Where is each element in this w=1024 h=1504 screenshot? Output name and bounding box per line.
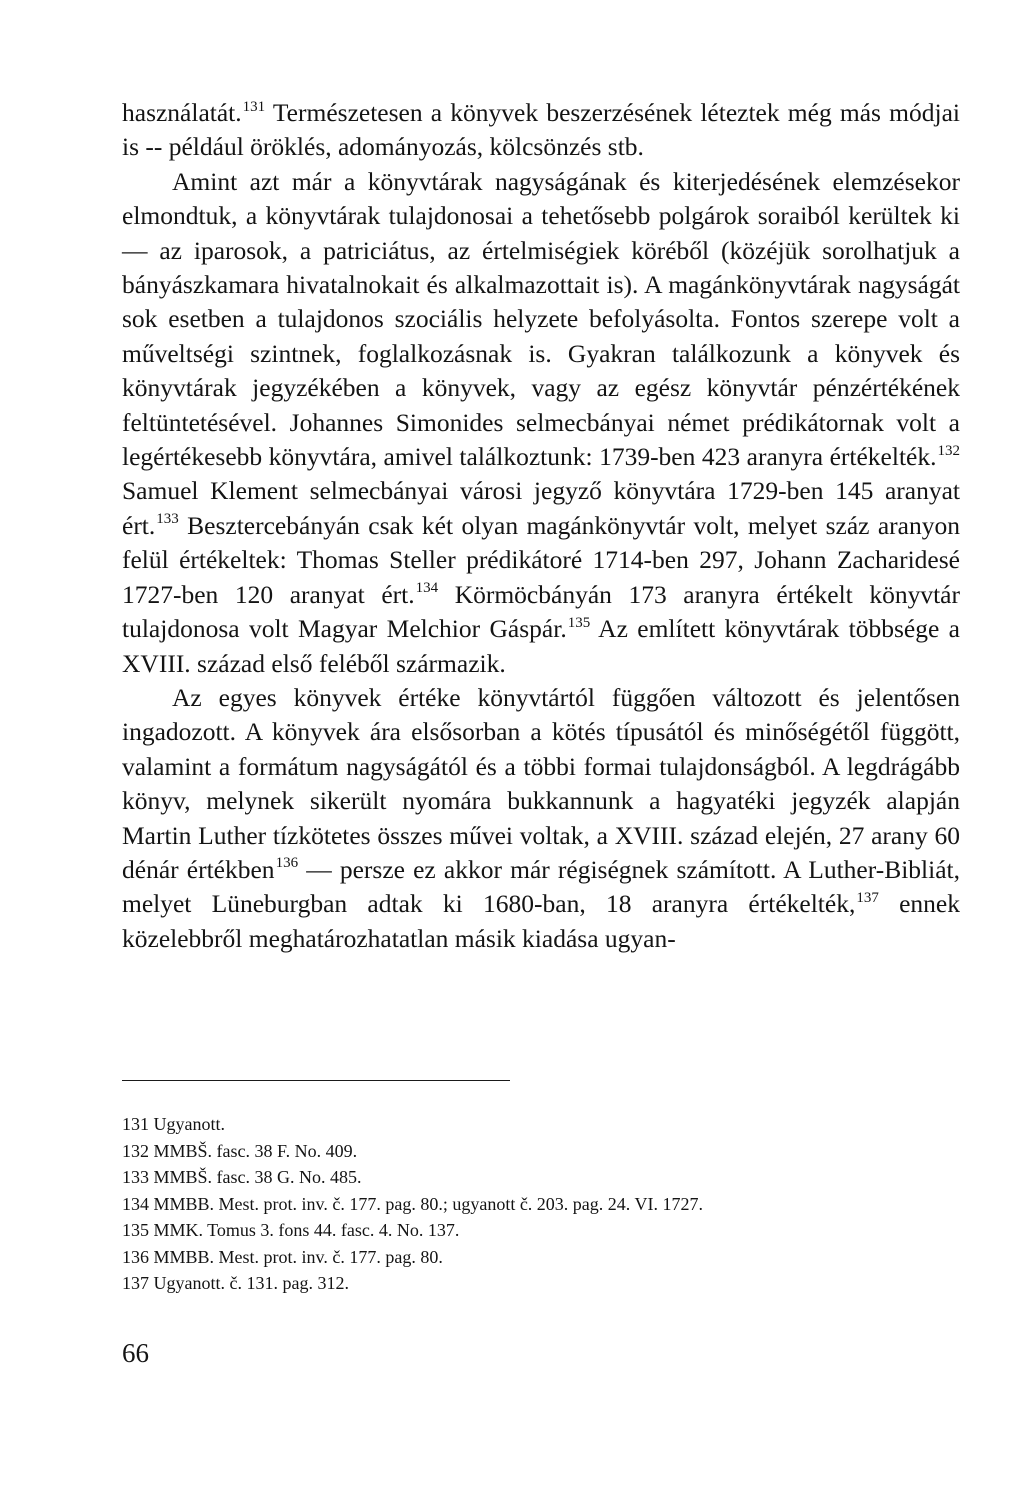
footnote-divider <box>122 1080 510 1081</box>
footnotes <box>122 1111 972 1297</box>
text-run: használatát. <box>122 98 242 127</box>
footnote-ref-131: 131 <box>242 98 266 115</box>
footnote-132: 132 MMBŠ. fasc. 38 F. No. 409. <box>122 1140 358 1161</box>
text-run: Az említett könyvtárak többsége a XVIII. század első feléből származik. <box>122 614 960 678</box>
footnote-137: 137 Ugyanott. č. 131. pag. 312. <box>122 1273 349 1293</box>
paragraph-1 <box>122 96 960 165</box>
main-text <box>122 96 960 956</box>
text-run: Amint azt már a könyvtárak nagyságának és kiterjedésének elemzésekor elmondtuk, a könyvtárak tulajdonosai a tehetősebb polgárok soraiból kerültek ki — az iparosok, a patriciátus, az értelmiségiek köréből (közéjük sorolhatjuk a bányászkamara hivatalnokait és alkalmazottait is). A magánkönyvtárak nagyságát sok esetben a tulajdonos szociális helyzete befolyásolta. Fontos szerepe volt a műveltségi szintnek, foglalkozásnak is. Gyakran találkozunk a könyvek és könyvtárak jegyzékében a könyvek, vagy az egész könyvtár pénzértékének feltüntetésével. Johannes Simonides selmecbányai német prédikátornak volt a legértékesebb könyvtára, amivel találkoztunk: 1739-ben 423 aranyra értékelték. <box>122 166 960 472</box>
footnote-133: 133 MMBŠ. fasc. 38 G. No. 485. <box>122 1167 362 1187</box>
paragraph-3 <box>122 681 960 956</box>
footnote-ref-134: 134 <box>415 580 439 597</box>
footnote-131: 131 Ugyanott. <box>122 1114 225 1134</box>
footnote-135: 135 MMK. Tomus 3. fons 44. fasc. 4. No. 137. <box>122 1220 460 1240</box>
text-run: Körmöcbányán 173 aranyra értékelt könyvtár tulajdonosa volt Magyar Melchior Gáspár. <box>122 579 960 644</box>
text-run: Samuel Klement selmecbányai városi jegyző könyvtára 1729-ben 145 aranyat ért. <box>122 476 960 540</box>
text-run: — persze ez akkor már régiségnek számított. A Luther-Bibliát, melyet Lüneburgban adtak ki 1680-ban, 18 aranyra értékelték, <box>122 854 960 919</box>
footnote-ref-132: 132 <box>937 442 960 459</box>
paragraph-2 <box>122 165 960 681</box>
footnote-136: 136 MMBB. Mest. prot. inv. č. 177. pag. 80. <box>122 1246 443 1267</box>
text-run: Besztercebányán csak két olyan magánkönyvtár volt, melyet száz aranyon felül értékeltek: Thomas Steller prédikátoré 1714-ben 297, Johann Zacharidesé 1727-ben 120 aranyat ért. <box>122 510 960 609</box>
footnote-134: 134 MMBB. Mest. prot. inv. č. 177. pag. 80.; ugyanott č. 203. pag. 24. VI. 1727. <box>122 1193 703 1214</box>
text-run: Az egyes könyvek értéke könyvtártól függően változott és jelentősen ingadozott. A könyvek ára elsősorban a kötés típusától és minőségétől függött, valamint a formátum nagyságától és a többi formai tulajdonságból. A legdrágább könyv, melynek sikerült nyomára bukkannunk a hagyatéki jegyzék alapján Martin Luther tízkötetes összes művei voltak, a XVIII. század elején, 27 arany 60 dénár értékben <box>122 682 960 884</box>
text-run: Természetesen a könyvek beszerzésének léteztek még más módjai is -- például öröklés, adományozás, kölcsönzés stb. <box>122 98 960 162</box>
footnote-ref-135: 135 <box>567 614 591 631</box>
footnote-ref-137: 137 <box>856 889 879 906</box>
footnote-ref-136: 136 <box>275 855 299 872</box>
text-run: ennek közelebbről meghatározhatatlan másik kiadása ugyan- <box>122 889 960 953</box>
footnote-ref-133: 133 <box>156 511 179 528</box>
page-number: 66 <box>122 1338 149 1368</box>
